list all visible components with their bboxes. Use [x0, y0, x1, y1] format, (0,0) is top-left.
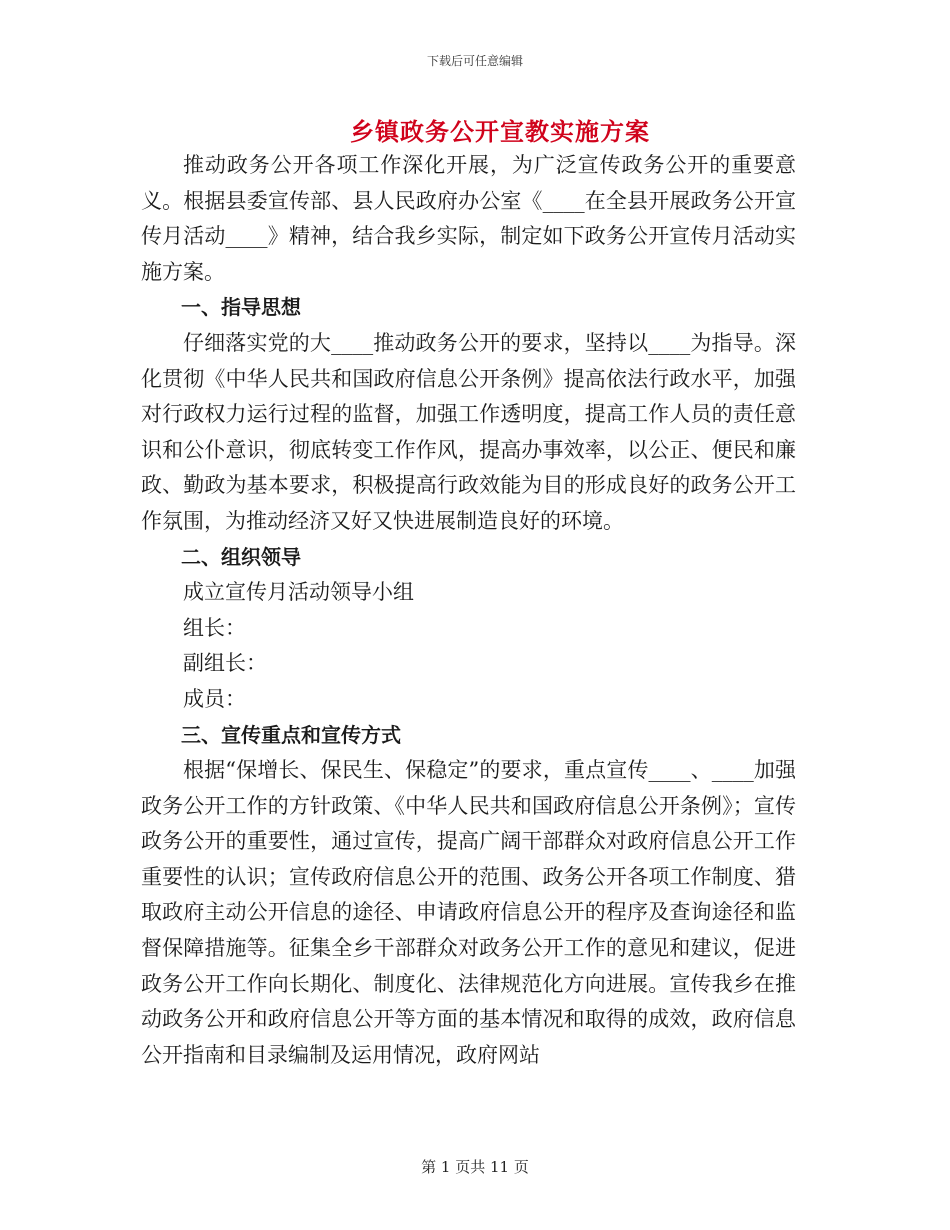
- group-leader-line: 组长：: [183, 615, 246, 640]
- document-title: 乡镇政务公开宣教实施方案: [350, 117, 650, 146]
- section-heading-guiding-ideology: 一、指导思想: [181, 295, 301, 320]
- deputy-leader-line: 副组长：: [183, 651, 267, 676]
- guiding-ideology-paragraph: 仔细落实党的大____推动政务公开的要求，坚持以____为指导。深化贯彻《中华人民共和国政府信息公开条例》提高依法行政水平，加强对行政权力运行过程的监督，加强工作透明度，提高工作人员的责任意识和公仆意识，彻底转变工作作风，提高办事效率，以公正、便民和廉政、勤政为基本要求，积极提高行政效能为目的形成良好的政务公开工作氛围，为推动经济又好又快进展制造良好的环境。: [141, 330, 796, 533]
- document-body: [141, 148, 796, 1073]
- publicity-focus-paragraph: 根据“保增长、保民生、保稳定”的要求，重点宣传____、____加强政务公开工作的方针政策、《中华人民共和国政府信息公开条例》；宣传政务公开的重要性，通过宣传，提高广阔干部群众对政府信息公开工作重要性的认识；宣传政府信息公开的范围、政务公开各项工作制度、猎取政府主动公开信息的途径、申请政府信息公开的程序及查询途径和监督保障措施等。征集全乡干部群众对政务公开工作的意见和建议，促进政务公开工作向长期化、制度化、法律规范化方向进展。宣传我乡在推动政务公开和政府信息公开等方面的基本情况和取得的成效，政府信息公开指南和目录编制及运用情况，政府网站: [141, 758, 796, 1067]
- intro-paragraph: 推动政务公开各项工作深化开展，为广泛宣传政务公开的重要意义。根据县委宣传部、县人民政府办公室《____在全县开展政务公开宣传月活动____》精神，结合我乡实际，制定如下政务公开宣传月活动实施方案。: [141, 153, 796, 284]
- members-line: 成员：: [183, 686, 246, 711]
- leading-group-line: 成立宣传月活动领导小组: [183, 580, 414, 605]
- section-heading-publicity-focus: 三、宣传重点和宣传方式: [181, 722, 401, 747]
- page-number: 第 1 页共 11 页: [421, 1158, 529, 1176]
- section-heading-organization: 二、组织领导: [181, 544, 301, 569]
- header-note: 下载后可任意编辑: [426, 54, 523, 68]
